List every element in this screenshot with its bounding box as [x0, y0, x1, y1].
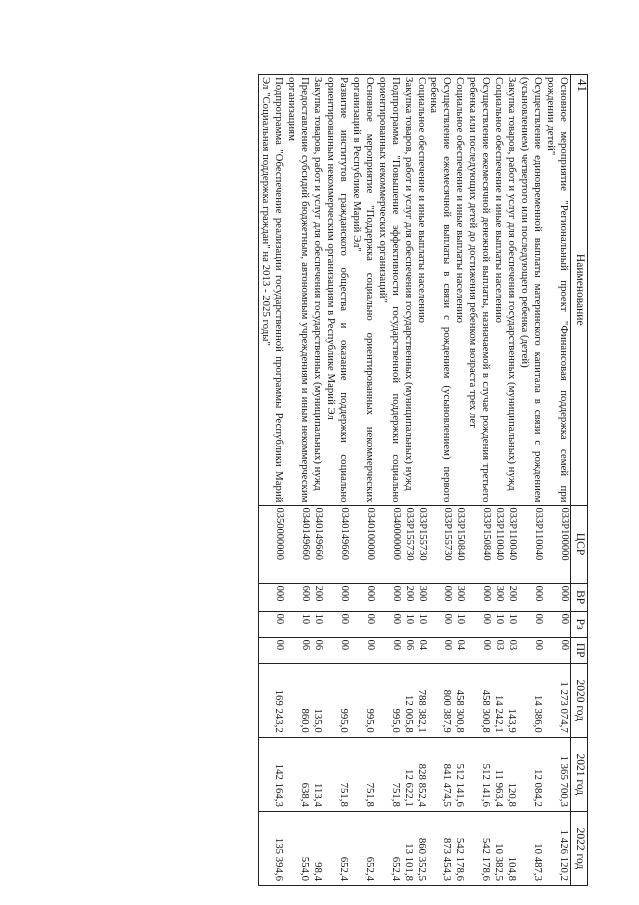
table-row	[376, 75, 402, 886]
cell-2021: 142 164,3	[259, 737, 285, 811]
cell-2020: 135,0	[311, 663, 324, 737]
table-row	[505, 75, 518, 886]
table-row	[285, 75, 311, 886]
table-row	[259, 75, 285, 886]
cell-pr: 00	[376, 637, 402, 663]
cell-2021: 512 141,6	[466, 737, 492, 811]
cell-vr: 000	[518, 583, 544, 611]
cell-2020: 458 300,8	[466, 663, 492, 737]
cell-2020: 458 300,8	[453, 663, 466, 737]
header-rz: Рз	[571, 611, 588, 637]
cell-2020: 995,0	[376, 663, 402, 737]
header-2022: 2022 год	[571, 811, 588, 885]
cell-pr: 00	[466, 637, 492, 663]
cell-name: Осуществление ежемесячной выплаты в связи с рождением (усыновлением) первого ребенка	[428, 75, 454, 506]
cell-rz: 10	[415, 611, 428, 637]
cell-2021: 828 852,4	[415, 737, 428, 811]
cell-pr: 00	[518, 637, 544, 663]
cell-rz: 10	[453, 611, 466, 637]
cell-csr: 0340100000	[350, 505, 376, 583]
cell-vr: 000	[324, 583, 350, 611]
cell-2022: 873 454,3	[428, 811, 454, 885]
cell-vr: 000	[376, 583, 402, 611]
cell-2021: 1 365 700,3	[544, 737, 570, 811]
cell-name: Развитие институтов гражданского общества и оказание поддержки социально ориентированным некоммерческим организациям в Республике Марий Эл	[324, 75, 350, 506]
cell-name: Основное мероприятие "Поддержка социально ориентированных некоммерческих организаций в Республике Марий Эл"	[350, 75, 376, 506]
header-2020: 2020 год	[571, 663, 588, 737]
cell-vr: 300	[415, 583, 428, 611]
cell-vr: 300	[492, 583, 505, 611]
cell-2021: 11 963,4	[492, 737, 505, 811]
table-row	[428, 75, 454, 886]
cell-rz: 00	[466, 611, 492, 637]
page-number: 41	[575, 79, 590, 92]
cell-pr: 00	[259, 637, 285, 663]
cell-csr: 0340149660	[311, 505, 324, 583]
cell-vr: 000	[544, 583, 570, 611]
cell-2020: 995,0	[324, 663, 350, 737]
cell-rz: 00	[324, 611, 350, 637]
cell-name: Социальное обеспечение и иные выплаты населению	[453, 75, 466, 506]
header-pr: ПР	[571, 637, 588, 663]
cell-2022: 860 352,5	[415, 811, 428, 885]
cell-name: Закупка товаров, работ и услуг для обеспечения государственных (муниципальных) нужд	[311, 75, 324, 506]
table-row	[466, 75, 492, 886]
cell-pr: 04	[453, 637, 466, 663]
cell-csr: 0340149660	[324, 505, 350, 583]
cell-pr: 06	[285, 637, 311, 663]
cell-rz: 10	[402, 611, 415, 637]
cell-vr: 200	[402, 583, 415, 611]
table-row	[453, 75, 466, 886]
cell-2020: 860,0	[285, 663, 311, 737]
cell-vr: 000	[259, 583, 285, 611]
table-header-row	[571, 75, 588, 886]
cell-pr: 00	[544, 637, 570, 663]
cell-2022: 652,4	[376, 811, 402, 885]
cell-vr: 200	[505, 583, 518, 611]
cell-2022: 652,4	[350, 811, 376, 885]
cell-name: Социальное обеспечение и иные выплаты населению	[492, 75, 505, 506]
cell-vr: 000	[350, 583, 376, 611]
cell-rz: 00	[259, 611, 285, 637]
header-2021: 2021 год	[571, 737, 588, 811]
table-row	[324, 75, 350, 886]
cell-csr: 0350000000	[259, 505, 285, 583]
cell-name: Подпрограмма "Обеспечение реализации государственной программы Республики Марий Эл "Социальная поддержка граждан" на 2013 - 2025 годы"	[259, 75, 285, 506]
cell-csr: 0340149660	[285, 505, 311, 583]
table-row	[402, 75, 415, 886]
table-row	[544, 75, 570, 886]
cell-2022: 652,4	[324, 811, 350, 885]
rotated-table-container	[58, 74, 588, 886]
cell-pr: 00	[350, 637, 376, 663]
cell-name: Предоставление субсидий бюджетным, автономным учреждениям и иным некоммерческим организациям	[285, 75, 311, 506]
cell-csr: 033P110040	[492, 505, 505, 583]
cell-vr: 600	[285, 583, 311, 611]
budget-table	[258, 74, 588, 886]
cell-rz: 00	[518, 611, 544, 637]
cell-2021: 113,4	[311, 737, 324, 811]
cell-2022: 542 178,6	[453, 811, 466, 885]
cell-2022: 13 101,8	[402, 811, 415, 885]
cell-2021: 12 084,2	[518, 737, 544, 811]
cell-pr: 06	[311, 637, 324, 663]
cell-vr: 000	[466, 583, 492, 611]
cell-2022: 10 382,5	[492, 811, 505, 885]
table-row	[518, 75, 544, 886]
cell-2021: 751,8	[324, 737, 350, 811]
header-vr: ВР	[571, 583, 588, 611]
cell-2022: 135 394,6	[259, 811, 285, 885]
cell-rz: 10	[492, 611, 505, 637]
cell-rz: 00	[376, 611, 402, 637]
cell-2022: 1 426 120,2	[544, 811, 570, 885]
table-body	[259, 75, 571, 886]
cell-rz: 00	[544, 611, 570, 637]
cell-vr: 300	[453, 583, 466, 611]
header-csr: ЦСР	[571, 505, 588, 583]
cell-2020: 14 242,1	[492, 663, 505, 737]
cell-name: Основное мероприятие "Региональный проект "Финансовая поддержка семей при рождении детей"	[544, 75, 570, 506]
cell-name: Закупка товаров, работ и услуг для обеспечения государственных (муниципальных) нужд	[505, 75, 518, 506]
cell-csr: 033P155730	[428, 505, 454, 583]
cell-2020: 14 386,0	[518, 663, 544, 737]
cell-csr: 033P155730	[415, 505, 428, 583]
cell-csr: 033P110040	[505, 505, 518, 583]
cell-pr: 03	[492, 637, 505, 663]
cell-2020: 143,9	[505, 663, 518, 737]
cell-vr: 200	[311, 583, 324, 611]
cell-name: Закупка товаров, работ и услуг для обеспечения государственных (муниципальных) нужд	[402, 75, 415, 506]
cell-csr: 033P150840	[453, 505, 466, 583]
table-row	[415, 75, 428, 886]
header-name: Наименование	[571, 75, 588, 506]
cell-name: Осуществление единовременной выплаты материнского капитала в связи с рождением (усыновлением) четвертого или последующего ребенка (детей)	[518, 75, 544, 506]
cell-csr: 033P100000	[544, 505, 570, 583]
cell-csr: 0340000000	[376, 505, 402, 583]
cell-rz: 00	[428, 611, 454, 637]
cell-rz: 10	[505, 611, 518, 637]
cell-csr: 033P110040	[518, 505, 544, 583]
cell-pr: 00	[428, 637, 454, 663]
cell-csr: 033P155730	[402, 505, 415, 583]
cell-name: Подпрограмма "Повышение эффективности государственной поддержки социально ориентированных некоммерческих организаций"	[376, 75, 402, 506]
cell-2022: 104,8	[505, 811, 518, 885]
cell-name: Социальное обеспечение и иные выплаты населению	[415, 75, 428, 506]
cell-2020: 995,0	[350, 663, 376, 737]
cell-2022: 554,0	[285, 811, 311, 885]
cell-csr: 033P150840	[466, 505, 492, 583]
cell-2022: 542 178,6	[466, 811, 492, 885]
cell-pr: 04	[415, 637, 428, 663]
cell-2021: 638,4	[285, 737, 311, 811]
cell-2020: 1 273 074,7	[544, 663, 570, 737]
cell-rz: 00	[350, 611, 376, 637]
cell-name: Осуществление ежемесячной денежной выплаты, назначаемой в случае рождения третьего ребенка или последующих детей до достижения ребенком возраста трех лет	[466, 75, 492, 506]
cell-pr: 03	[505, 637, 518, 663]
cell-2022: 98,4	[311, 811, 324, 885]
table-row	[311, 75, 324, 886]
cell-pr: 00	[324, 637, 350, 663]
cell-2020: 169 243,2	[259, 663, 285, 737]
cell-2021: 751,8	[376, 737, 402, 811]
cell-2021: 12 622,1	[402, 737, 415, 811]
cell-pr: 06	[402, 637, 415, 663]
cell-rz: 10	[285, 611, 311, 637]
cell-2021: 120,8	[505, 737, 518, 811]
cell-2021: 841 474,5	[428, 737, 454, 811]
cell-2020: 12 005,8	[402, 663, 415, 737]
cell-rz: 10	[311, 611, 324, 637]
cell-2022: 10 487,3	[518, 811, 544, 885]
cell-2020: 800 387,9	[428, 663, 454, 737]
table-row	[492, 75, 505, 886]
cell-vr: 000	[428, 583, 454, 611]
table-row	[350, 75, 376, 886]
cell-2021: 751,8	[350, 737, 376, 811]
cell-2020: 788 382,1	[415, 663, 428, 737]
cell-2021: 512 141,6	[453, 737, 466, 811]
